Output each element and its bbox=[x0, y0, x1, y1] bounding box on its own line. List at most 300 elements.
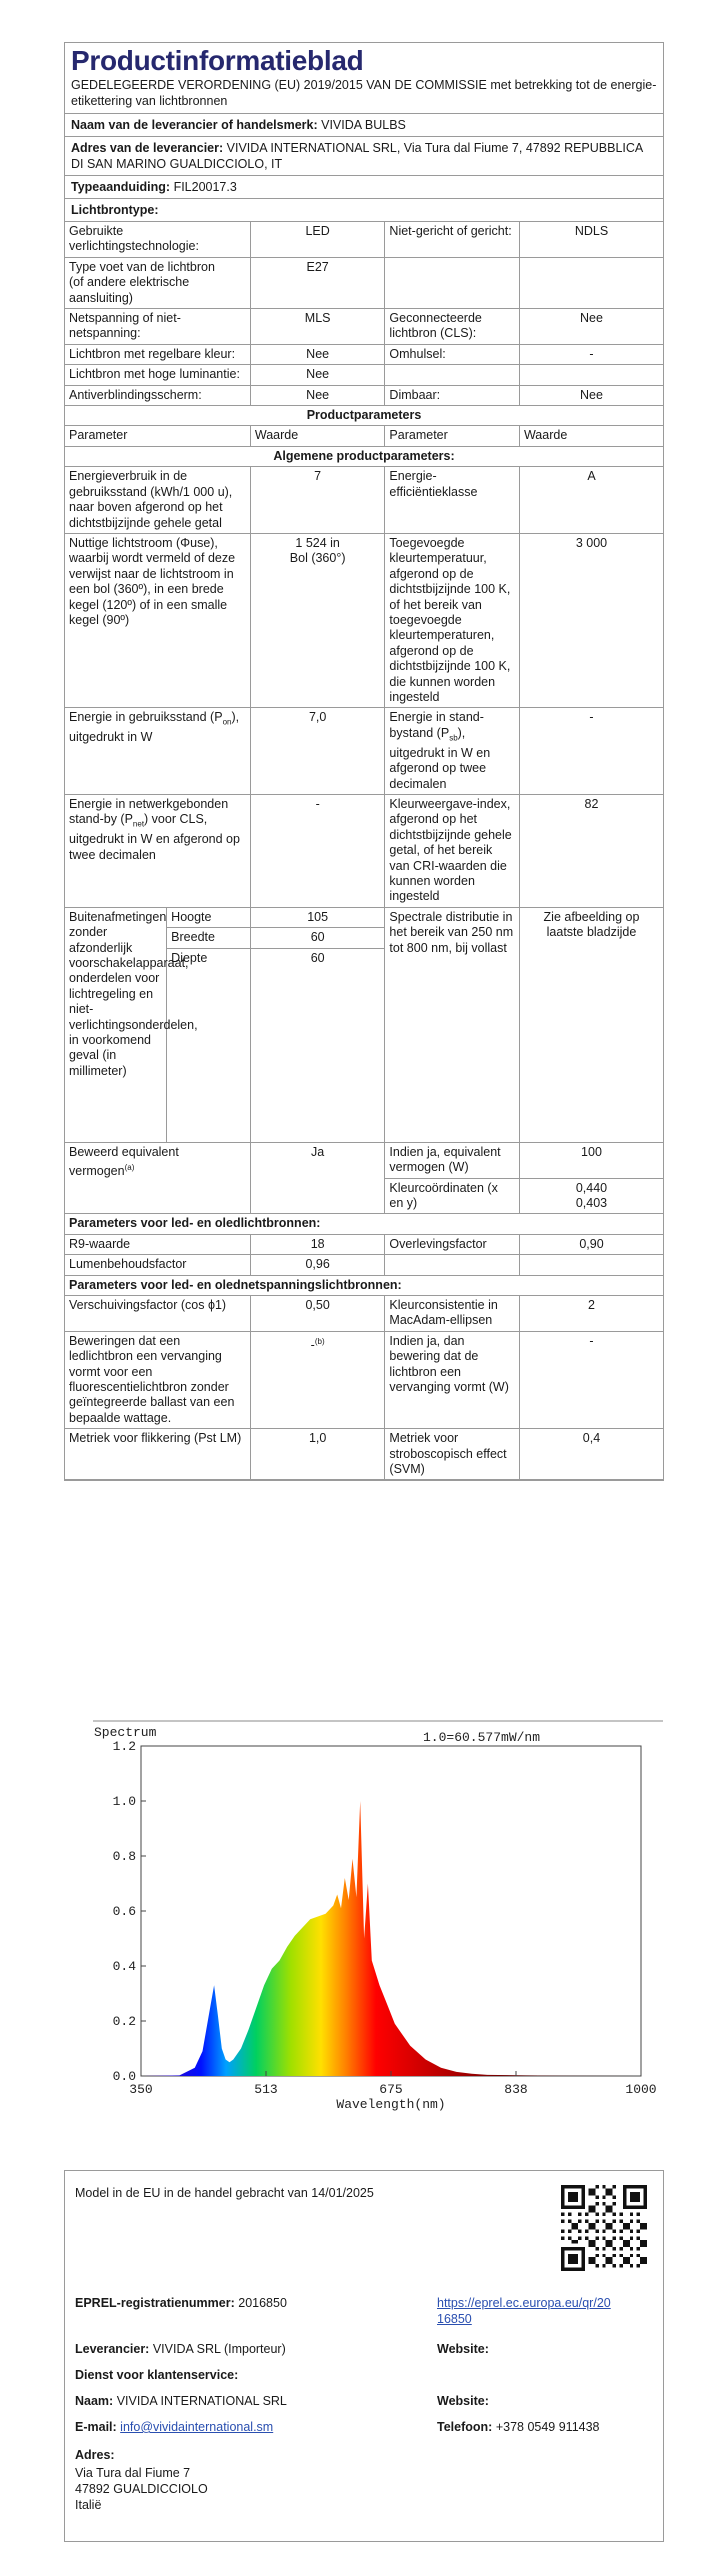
qr-module bbox=[640, 2226, 643, 2229]
eprel-link-line-2[interactable]: 16850 bbox=[437, 2312, 472, 2326]
networked-sub: net bbox=[132, 819, 145, 829]
qr-module bbox=[589, 2261, 592, 2264]
qr-module bbox=[592, 2261, 595, 2264]
qr-module bbox=[589, 2206, 592, 2209]
qr-module bbox=[626, 2223, 629, 2226]
qr-module bbox=[575, 2223, 578, 2226]
qr-module bbox=[633, 2192, 636, 2195]
qr-module bbox=[571, 2240, 574, 2243]
colour-consistency-value: 2 bbox=[519, 1296, 663, 1332]
qr-module bbox=[606, 2188, 609, 2191]
table-row bbox=[65, 1296, 663, 1332]
y-tick-label: 1.0 bbox=[112, 1794, 136, 1809]
qr-module bbox=[582, 2195, 585, 2198]
on-mode-sub: on bbox=[222, 717, 232, 727]
qr-module bbox=[592, 2206, 595, 2209]
type-row bbox=[65, 175, 663, 198]
qr-module bbox=[644, 2199, 647, 2202]
qr-module bbox=[609, 2209, 612, 2212]
empty-cell bbox=[385, 257, 520, 308]
qr-module bbox=[575, 2261, 578, 2264]
cap-type-label-b: (of andere elektrische aansluiting) bbox=[69, 275, 190, 305]
qr-module bbox=[595, 2219, 598, 2222]
qr-module bbox=[578, 2237, 581, 2240]
qr-module bbox=[637, 2230, 640, 2233]
regulation-subtitle: GEDELEGEERDE VERORDENING (EU) 2019/2015 VAN DE COMMISSIE met betrekking tot de energie-etikettering van lichtbronnen bbox=[71, 78, 657, 108]
qr-module bbox=[613, 2230, 616, 2233]
qr-module bbox=[585, 2213, 588, 2216]
qr-module bbox=[613, 2247, 616, 2250]
depth-label: Diepte bbox=[171, 950, 208, 965]
qr-module bbox=[630, 2254, 633, 2257]
qr-module bbox=[630, 2199, 633, 2202]
qr-module bbox=[609, 2257, 612, 2260]
qr-module bbox=[582, 2202, 585, 2205]
qr-module bbox=[564, 2185, 567, 2188]
importer-value: VIVIDA SRL (Importeur) bbox=[152, 2342, 286, 2356]
customer-service-heading: Dienst voor klantenservice: bbox=[75, 2368, 239, 2382]
qr-module bbox=[568, 2185, 571, 2188]
qr-module bbox=[630, 2192, 633, 2195]
qr-module bbox=[644, 2243, 647, 2246]
qr-module bbox=[571, 2223, 574, 2226]
qr-module bbox=[592, 2223, 595, 2226]
qr-module bbox=[633, 2195, 636, 2198]
spectrum-area bbox=[141, 1801, 641, 2076]
qr-module bbox=[568, 2195, 571, 2198]
qr-module bbox=[592, 2243, 595, 2246]
qr-module bbox=[595, 2264, 598, 2267]
x-tick-label: 838 bbox=[504, 2082, 528, 2097]
spectral-label: Spectrale distributie in het bereik van 250 nm tot 800 nm, bij vollast bbox=[385, 907, 520, 1142]
qr-module bbox=[595, 2230, 598, 2233]
qr-module bbox=[595, 2247, 598, 2250]
tech-value: LED bbox=[250, 222, 385, 257]
qr-module bbox=[568, 2230, 571, 2233]
qr-module bbox=[561, 2264, 564, 2267]
qr-module bbox=[623, 2226, 626, 2229]
qr-module bbox=[609, 2261, 612, 2264]
type-value: FIL20017.3 bbox=[173, 180, 237, 194]
qr-module bbox=[602, 2202, 605, 2205]
qr-module bbox=[609, 2188, 612, 2191]
qr-module bbox=[561, 2185, 564, 2188]
qr-module bbox=[644, 2202, 647, 2205]
claimed-equivalent-label bbox=[65, 1142, 250, 1214]
fluorescent-claim-label: Beweringen dat een ledlichtbron een vervanging vormt voor een fluorescentielichtbron zonder geïntegreerde ballast van een bepaalde wattage. bbox=[65, 1331, 250, 1428]
useful-flux-value-2: Bol (360°) bbox=[289, 551, 346, 566]
qr-module bbox=[613, 2195, 616, 2198]
qr-module bbox=[609, 2192, 612, 2195]
dimensions-values-table bbox=[251, 908, 385, 968]
qr-module bbox=[571, 2206, 574, 2209]
qr-module bbox=[623, 2195, 626, 2198]
spectral-value: Zie afbeelding op laatste bladzijde bbox=[519, 907, 663, 1142]
qr-module bbox=[633, 2199, 636, 2202]
on-mode-power-label bbox=[65, 708, 250, 795]
qr-module bbox=[606, 2206, 609, 2209]
qr-module bbox=[637, 2185, 640, 2188]
table-row bbox=[65, 467, 663, 534]
networked-standby-a: Energie in netwerkgebonden stand-by (P bbox=[69, 796, 229, 827]
eprel-value: 2016850 bbox=[238, 2296, 287, 2310]
qr-module bbox=[602, 2195, 605, 2198]
table-row bbox=[65, 708, 663, 795]
qr-module bbox=[578, 2185, 581, 2188]
qr-module bbox=[568, 2261, 571, 2264]
qr-module bbox=[623, 2243, 626, 2246]
qr-module bbox=[644, 2223, 647, 2226]
chart-title: Spectrum bbox=[94, 1725, 157, 1740]
email-row bbox=[75, 2419, 273, 2435]
x-tick-label: 675 bbox=[379, 2082, 403, 2097]
qr-module bbox=[637, 2264, 640, 2267]
qr-module bbox=[582, 2257, 585, 2260]
qr-module bbox=[626, 2261, 629, 2264]
qr-module bbox=[571, 2254, 574, 2257]
supplier-value: VIVIDA BULBS bbox=[321, 118, 406, 132]
qr-module bbox=[640, 2185, 643, 2188]
qr-module bbox=[606, 2226, 609, 2229]
qr-module bbox=[626, 2226, 629, 2229]
width-label: Breedte bbox=[167, 928, 250, 948]
qr-module bbox=[644, 2188, 647, 2191]
qr-module bbox=[637, 2219, 640, 2222]
cls-value: Nee bbox=[519, 309, 663, 345]
qr-module bbox=[575, 2192, 578, 2195]
qr-module bbox=[613, 2264, 616, 2267]
qr-module bbox=[571, 2192, 574, 2195]
directional-label: Niet-gericht of gericht: bbox=[385, 222, 520, 257]
qr-module bbox=[623, 2202, 626, 2205]
qr-module bbox=[644, 2257, 647, 2260]
table-row bbox=[65, 1275, 663, 1295]
qr-module bbox=[575, 2199, 578, 2202]
qr-module bbox=[592, 2209, 595, 2212]
qr-module bbox=[575, 2268, 578, 2271]
survival-factor-value: 0,90 bbox=[519, 1234, 663, 1254]
fluorescent-claim-value bbox=[250, 1331, 385, 1428]
qr-module bbox=[606, 2240, 609, 2243]
table-row bbox=[65, 1255, 663, 1275]
qr-module bbox=[623, 2188, 626, 2191]
qr-module bbox=[589, 2243, 592, 2246]
displacement-factor-value: 0,50 bbox=[250, 1296, 385, 1332]
qr-module bbox=[619, 2219, 622, 2222]
qr-module bbox=[619, 2254, 622, 2257]
qr-module bbox=[637, 2247, 640, 2250]
chromaticity-x: 0,440 bbox=[575, 1180, 608, 1195]
market-date: Model in de EU in de handel gebracht van 14/01/2025 bbox=[75, 2186, 374, 2200]
networked-standby-b: ) voor CLS, uitgedrukt in W en afgerond op twee decimalen bbox=[69, 812, 240, 862]
qr-module bbox=[619, 2247, 622, 2250]
supplier-row bbox=[65, 113, 663, 136]
service-name-value: VIVIDA INTERNATIONAL SRL bbox=[116, 2394, 287, 2408]
qr-module bbox=[578, 2213, 581, 2216]
dimmable-label: Dimbaar: bbox=[385, 385, 520, 405]
qr-module bbox=[582, 2247, 585, 2250]
qr-module bbox=[561, 2202, 564, 2205]
qr-module bbox=[561, 2206, 564, 2209]
qr-module bbox=[644, 2206, 647, 2209]
standby-power-label bbox=[385, 708, 520, 795]
anti-glare-value: Nee bbox=[250, 385, 385, 405]
address-row bbox=[65, 136, 663, 175]
qr-module bbox=[623, 2192, 626, 2195]
qr-module bbox=[585, 2219, 588, 2222]
directional-value: NDLS bbox=[519, 222, 663, 257]
qr-module bbox=[564, 2268, 567, 2271]
qr-module bbox=[626, 2185, 629, 2188]
qr-module bbox=[561, 2199, 564, 2202]
useful-flux-value bbox=[250, 533, 385, 707]
importer-row bbox=[75, 2341, 286, 2357]
qr-module bbox=[571, 2268, 574, 2271]
cri-value: 82 bbox=[519, 794, 663, 907]
qr-module bbox=[630, 2213, 633, 2216]
qr-module bbox=[561, 2261, 564, 2264]
qr-module bbox=[626, 2206, 629, 2209]
qr-module bbox=[582, 2185, 585, 2188]
lumen-maintenance-value: 0,96 bbox=[250, 1255, 385, 1275]
empty-cell bbox=[519, 365, 663, 385]
replacement-claim-value: - bbox=[519, 1331, 663, 1428]
qr-module bbox=[578, 2219, 581, 2222]
on-mode-power-a: Energie in gebruiksstand (P bbox=[69, 710, 223, 725]
qr-module bbox=[626, 2240, 629, 2243]
cap-type-label bbox=[65, 257, 250, 308]
qr-module bbox=[592, 2257, 595, 2260]
qr-module bbox=[582, 2264, 585, 2267]
networked-standby-value: - bbox=[250, 794, 385, 907]
qr-module bbox=[592, 2226, 595, 2229]
qr-module bbox=[568, 2237, 571, 2240]
lightsource-type-table bbox=[65, 222, 663, 1480]
stroboscopic-metric-label: Metriek voor stroboscopisch effect (SVM) bbox=[385, 1429, 520, 1480]
fluorescent-claim-sup: (b) bbox=[314, 1336, 325, 1346]
anti-glare-label: Antiverblindingsscherm: bbox=[65, 385, 250, 405]
qr-module bbox=[609, 2243, 612, 2246]
cct-value: 3 000 bbox=[519, 533, 663, 707]
survival-factor-label: Overlevingsfactor bbox=[385, 1234, 520, 1254]
table-row bbox=[65, 1429, 663, 1480]
qr-module bbox=[630, 2264, 633, 2267]
qr-module bbox=[571, 2257, 574, 2260]
qr-module bbox=[568, 2268, 571, 2271]
table-row bbox=[65, 406, 663, 426]
dimensions-names-table bbox=[167, 908, 250, 968]
qr-module bbox=[609, 2223, 612, 2226]
dimensions-label: Buitenafmetingen zonder afzonderlijk voorschakelapparaat, onderdelen voor lichtregeling en niet-verlichtingsonderdelen, in voorkomend geval (in millimeter) bbox=[65, 908, 167, 1142]
colour-consistency-label: Kleurconsistentie in MacAdam-ellipsen bbox=[385, 1296, 520, 1332]
qr-module bbox=[606, 2257, 609, 2260]
product-information-sheet bbox=[64, 42, 664, 1481]
spectrum-svg bbox=[93, 1720, 663, 2146]
qr-module bbox=[561, 2254, 564, 2257]
y-tick-label: 0.8 bbox=[112, 1849, 136, 1864]
qr-module bbox=[575, 2195, 578, 2198]
qr-module bbox=[571, 2195, 574, 2198]
qr-module bbox=[575, 2185, 578, 2188]
qr-code-icon[interactable] bbox=[561, 2185, 647, 2271]
eprel-link[interactable] bbox=[437, 2295, 611, 2327]
standby-sub: sb bbox=[449, 733, 458, 743]
qr-module bbox=[585, 2237, 588, 2240]
qr-module bbox=[606, 2209, 609, 2212]
claimed-equivalent-text: Beweerd equivalent vermogen bbox=[69, 1144, 179, 1179]
eprel-label: EPREL-registratienummer: bbox=[75, 2296, 235, 2310]
claimed-equivalent-value: Ja bbox=[250, 1142, 385, 1214]
qr-module bbox=[582, 2188, 585, 2191]
lumen-maintenance-label: Lumenbehoudsfactor bbox=[65, 1255, 250, 1275]
qr-module bbox=[575, 2254, 578, 2257]
qr-module bbox=[623, 2185, 626, 2188]
mains-label: Netspanning of niet-netspanning: bbox=[65, 309, 250, 345]
qr-module bbox=[575, 2240, 578, 2243]
supplier-footer bbox=[64, 2170, 664, 2542]
spectrum-chart bbox=[93, 1720, 663, 2146]
qr-module bbox=[602, 2230, 605, 2233]
supplier-label: Naam van de leverancier of handelsmerk: bbox=[71, 118, 318, 132]
table-row bbox=[65, 365, 663, 385]
qr-module bbox=[582, 2199, 585, 2202]
qr-module bbox=[630, 2237, 633, 2240]
qr-module bbox=[633, 2206, 636, 2209]
qr-module bbox=[578, 2230, 581, 2233]
qr-module bbox=[571, 2185, 574, 2188]
table-row bbox=[65, 1234, 663, 1254]
table-row bbox=[65, 907, 663, 1142]
standby-power-a: Energie in stand-bystand (P bbox=[389, 710, 484, 740]
qr-module bbox=[640, 2240, 643, 2243]
qr-module bbox=[595, 2185, 598, 2188]
table-row bbox=[65, 1214, 663, 1234]
on-mode-power-b: ), uitgedrukt in W bbox=[69, 710, 240, 745]
website-label: Website: bbox=[437, 2342, 489, 2356]
qr-module bbox=[595, 2195, 598, 2198]
qr-module bbox=[602, 2247, 605, 2250]
qr-module bbox=[619, 2237, 622, 2240]
qr-module bbox=[592, 2188, 595, 2191]
cct-label: Toegevoegde kleurtemperatuur, afgerond op de dichtstbijzijnde 100 K, of het bereik van toegevoegde kleurtemperaturen, afgerond op de dichtstbijzijnde 100 K, die kunnen worden ingesteld bbox=[385, 533, 520, 707]
qr-module bbox=[637, 2206, 640, 2209]
qr-module bbox=[623, 2240, 626, 2243]
email-label: E-mail: bbox=[75, 2420, 117, 2434]
qr-module bbox=[575, 2226, 578, 2229]
qr-module bbox=[613, 2219, 616, 2222]
qr-module bbox=[609, 2226, 612, 2229]
qr-module bbox=[568, 2247, 571, 2250]
service-address-label: Adres: bbox=[75, 2448, 115, 2462]
mains-led-parameters-heading: Parameters voor led- en olednetspanningslichtbronnen: bbox=[65, 1275, 663, 1295]
qr-module bbox=[589, 2192, 592, 2195]
qr-module bbox=[602, 2254, 605, 2257]
email-link[interactable]: info@vividainternational.sm bbox=[120, 2420, 274, 2434]
qr-module bbox=[564, 2247, 567, 2250]
table-row bbox=[65, 426, 663, 446]
qr-module bbox=[575, 2257, 578, 2260]
qr-module bbox=[561, 2247, 564, 2250]
eprel-link-line-1[interactable]: https://eprel.ec.europa.eu/qr/20 bbox=[437, 2296, 611, 2310]
qr-module bbox=[640, 2257, 643, 2260]
flicker-metric-label: Metriek voor flikkering (Pst LM) bbox=[65, 1429, 250, 1480]
mains-value: MLS bbox=[250, 309, 385, 345]
qr-module bbox=[623, 2199, 626, 2202]
qr-module bbox=[575, 2206, 578, 2209]
height-value: 105 bbox=[251, 908, 385, 928]
qr-module bbox=[630, 2185, 633, 2188]
table-row bbox=[65, 1331, 663, 1428]
general-parameters-heading: Algemene productparameters: bbox=[65, 446, 663, 466]
qr-module bbox=[589, 2257, 592, 2260]
qr-module bbox=[582, 2250, 585, 2253]
y-tick-label: 0.2 bbox=[112, 2014, 136, 2029]
width-value: 60 bbox=[251, 928, 385, 948]
energy-use-label: Energieverbruik in de gebruiksstand (kWh/1 000 u), naar boven afgerond op het dichtstbijzijnde gehele getal bbox=[65, 467, 250, 534]
qr-module bbox=[640, 2261, 643, 2264]
on-mode-power-value: 7,0 bbox=[250, 708, 385, 795]
col-header-value: Waarde bbox=[519, 426, 663, 446]
high-luminance-value: Nee bbox=[250, 365, 385, 385]
tunable-value: Nee bbox=[250, 344, 385, 364]
qr-module bbox=[582, 2268, 585, 2271]
qr-module bbox=[609, 2206, 612, 2209]
product-parameters-heading: Productparameters bbox=[65, 406, 663, 426]
qr-module bbox=[602, 2185, 605, 2188]
dimensions-cell bbox=[65, 907, 250, 1142]
empty-cell bbox=[385, 1255, 520, 1275]
cap-type-value: E27 bbox=[250, 257, 385, 308]
qr-module bbox=[626, 2257, 629, 2260]
qr-module bbox=[578, 2268, 581, 2271]
qr-module bbox=[568, 2254, 571, 2257]
high-luminance-label: Lichtbron met hoge luminantie: bbox=[65, 365, 250, 385]
displacement-factor-label: Verschuivingsfactor (cos ϕ1) bbox=[65, 1296, 250, 1332]
qr-module bbox=[637, 2254, 640, 2257]
qr-module bbox=[568, 2199, 571, 2202]
table-row bbox=[65, 257, 663, 308]
qr-module bbox=[637, 2237, 640, 2240]
qr-module bbox=[606, 2261, 609, 2264]
qr-module bbox=[644, 2195, 647, 2198]
qr-module bbox=[571, 2247, 574, 2250]
qr-module bbox=[571, 2261, 574, 2264]
table-row bbox=[65, 385, 663, 405]
fluorescent-claim-dash: - bbox=[310, 1337, 315, 1352]
qr-module bbox=[568, 2213, 571, 2216]
qr-module bbox=[595, 2237, 598, 2240]
qr-module bbox=[589, 2209, 592, 2212]
qr-module bbox=[623, 2261, 626, 2264]
table-row bbox=[65, 1142, 663, 1178]
qr-module bbox=[568, 2206, 571, 2209]
qr-module bbox=[626, 2243, 629, 2246]
tunable-label: Lichtbron met regelbare kleur: bbox=[65, 344, 250, 364]
energy-use-value: 7 bbox=[250, 467, 385, 534]
efficiency-class-label: Energie-efficiëntieklasse bbox=[385, 467, 520, 534]
table-row bbox=[65, 309, 663, 345]
envelope-label: Omhulsel: bbox=[385, 344, 520, 364]
qr-module bbox=[589, 2240, 592, 2243]
qr-module bbox=[582, 2192, 585, 2195]
stroboscopic-metric-value: 0,4 bbox=[519, 1429, 663, 1480]
y-tick-label: 1.2 bbox=[112, 1739, 136, 1754]
qr-module bbox=[595, 2254, 598, 2257]
qr-module bbox=[602, 2237, 605, 2240]
flicker-metric-value: 1,0 bbox=[250, 1429, 385, 1480]
x-tick-label: 513 bbox=[254, 2082, 278, 2097]
qr-module bbox=[568, 2192, 571, 2195]
